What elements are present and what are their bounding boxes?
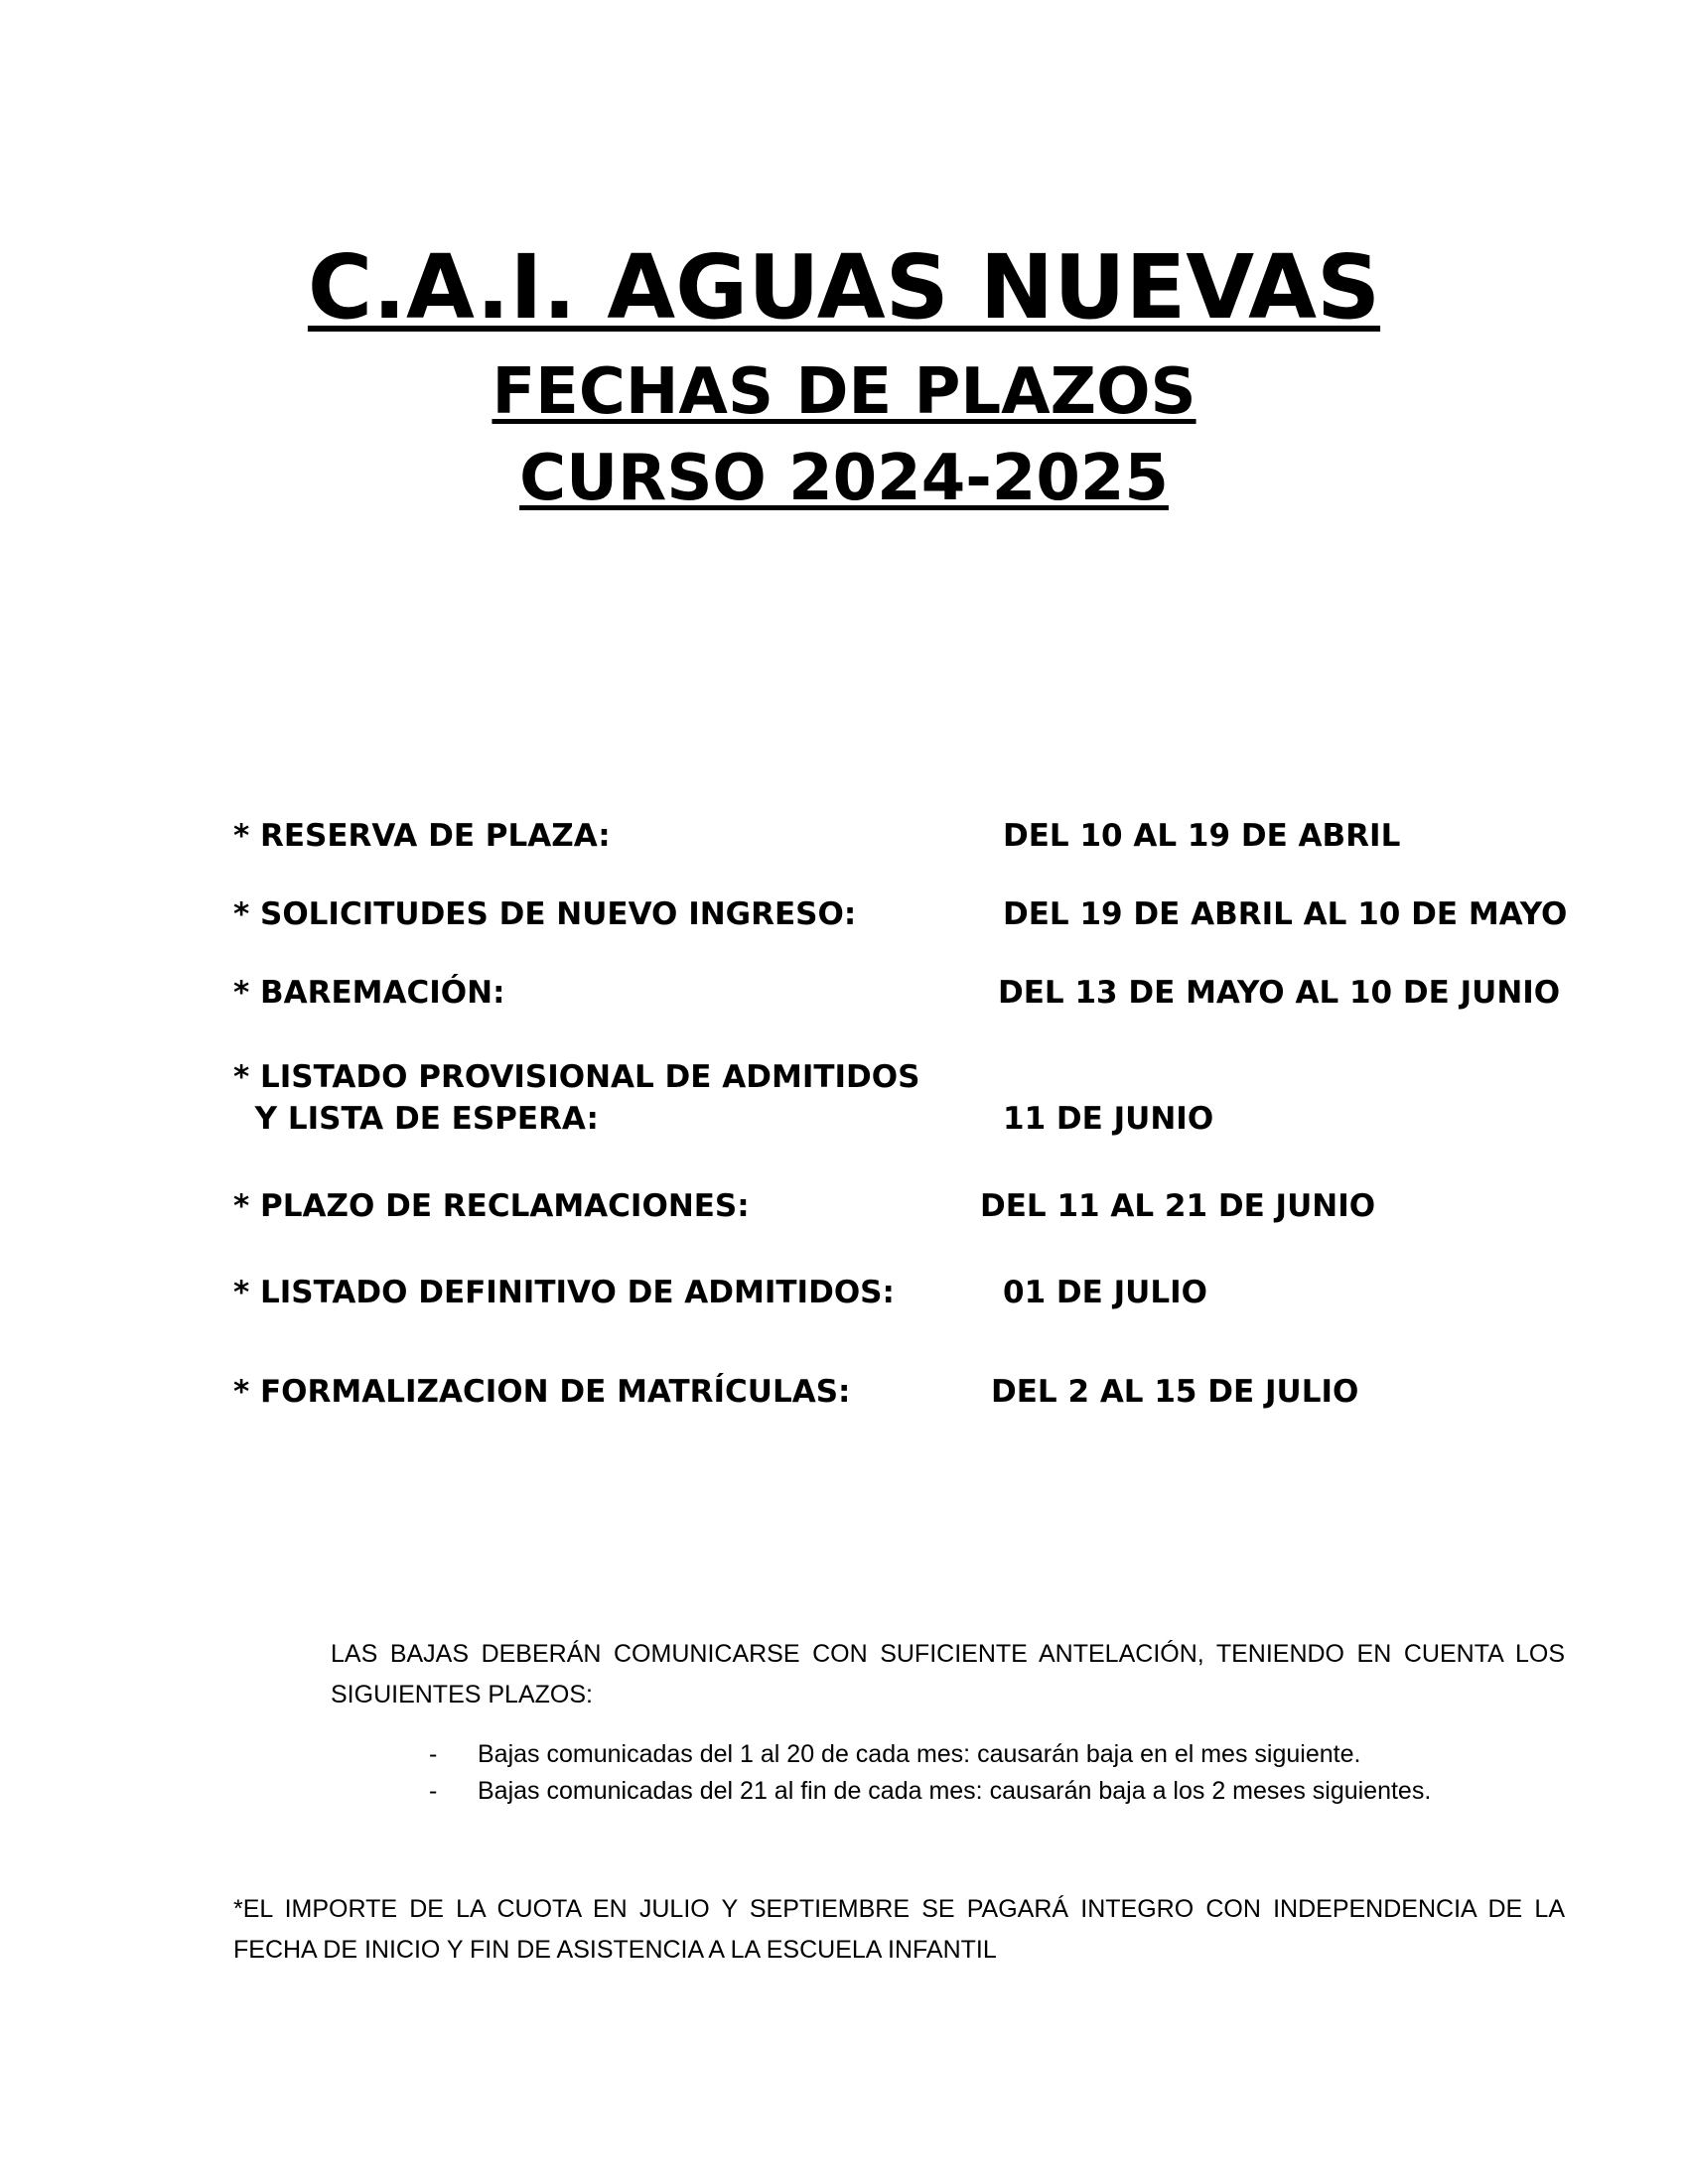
deadline-label-baremacion: * BAREMACIÓN: bbox=[233, 975, 505, 1011]
bullet-dash: - bbox=[429, 1740, 438, 1768]
deadline-value-provisional: 11 DE JUNIO bbox=[1003, 1101, 1214, 1137]
deadline-label-reserva: * RESERVA DE PLAZA: bbox=[233, 818, 611, 854]
deadline-label-provisional: * LISTADO PROVISIONAL DE ADMITIDOS bbox=[233, 1059, 920, 1095]
deadline-value-definitivo: 01 DE JULIO bbox=[1003, 1275, 1207, 1310]
deadline-value-reclamaciones: DEL 11 AL 21 DE JUNIO bbox=[980, 1188, 1376, 1224]
deadline-label-definitivo: * LISTADO DEFINITIVO DE ADMITIDOS: bbox=[233, 1275, 895, 1310]
deadline-value-baremacion: DEL 13 DE MAYO AL 10 DE JUNIO bbox=[998, 975, 1561, 1011]
bajas-item-text: Bajas comunicadas del 21 al fin de cada mes: causarán baja a los 2 meses siguientes. bbox=[478, 1777, 1432, 1805]
deadline-label-matriculas: * FORMALIZACION DE MATRÍCULAS: bbox=[233, 1374, 851, 1410]
course-title: CURSO 2024-2025 bbox=[519, 442, 1169, 515]
deadline-label-reclamaciones: * PLAZO DE RECLAMACIONES: bbox=[233, 1188, 750, 1224]
bajas-item-text: Bajas comunicadas del 1 al 20 de cada mes: causarán baja en el mes siguiente. bbox=[478, 1740, 1361, 1768]
page-title: C.A.I. AGUAS NUEVAS bbox=[307, 235, 1381, 339]
bajas-intro: LAS BAJAS DEBERÁN COMUNICARSE CON SUFICIENTE ANTELACIÓN, TENIENDO EN CUENTA LOS SIGUIENTES PLAZOS: bbox=[331, 1640, 1565, 1708]
cuota-note: *EL IMPORTE DE LA CUOTA EN JULIO Y SEPTIEMBRE SE PAGARÁ INTEGRO CON INDEPENDENCIA DE LA FECHA DE INICIO Y FIN DE ASISTENCIA A LA ESCUELA INFANTIL bbox=[233, 1895, 1565, 1964]
deadline-value-reserva: DEL 10 AL 19 DE ABRIL bbox=[1003, 818, 1401, 854]
deadline-label-solicitudes: * SOLICITUDES DE NUEVO INGRESO: bbox=[233, 896, 857, 932]
page-subtitle: FECHAS DE PLAZOS bbox=[492, 355, 1196, 429]
deadline-value-matriculas: DEL 2 AL 15 DE JULIO bbox=[991, 1374, 1359, 1410]
deadline-value-solicitudes: DEL 19 DE ABRIL AL 10 DE MAYO bbox=[1003, 896, 1568, 932]
bullet-dash: - bbox=[429, 1777, 438, 1805]
deadline-label-provisional-line2: Y LISTA DE ESPERA: bbox=[233, 1101, 599, 1137]
